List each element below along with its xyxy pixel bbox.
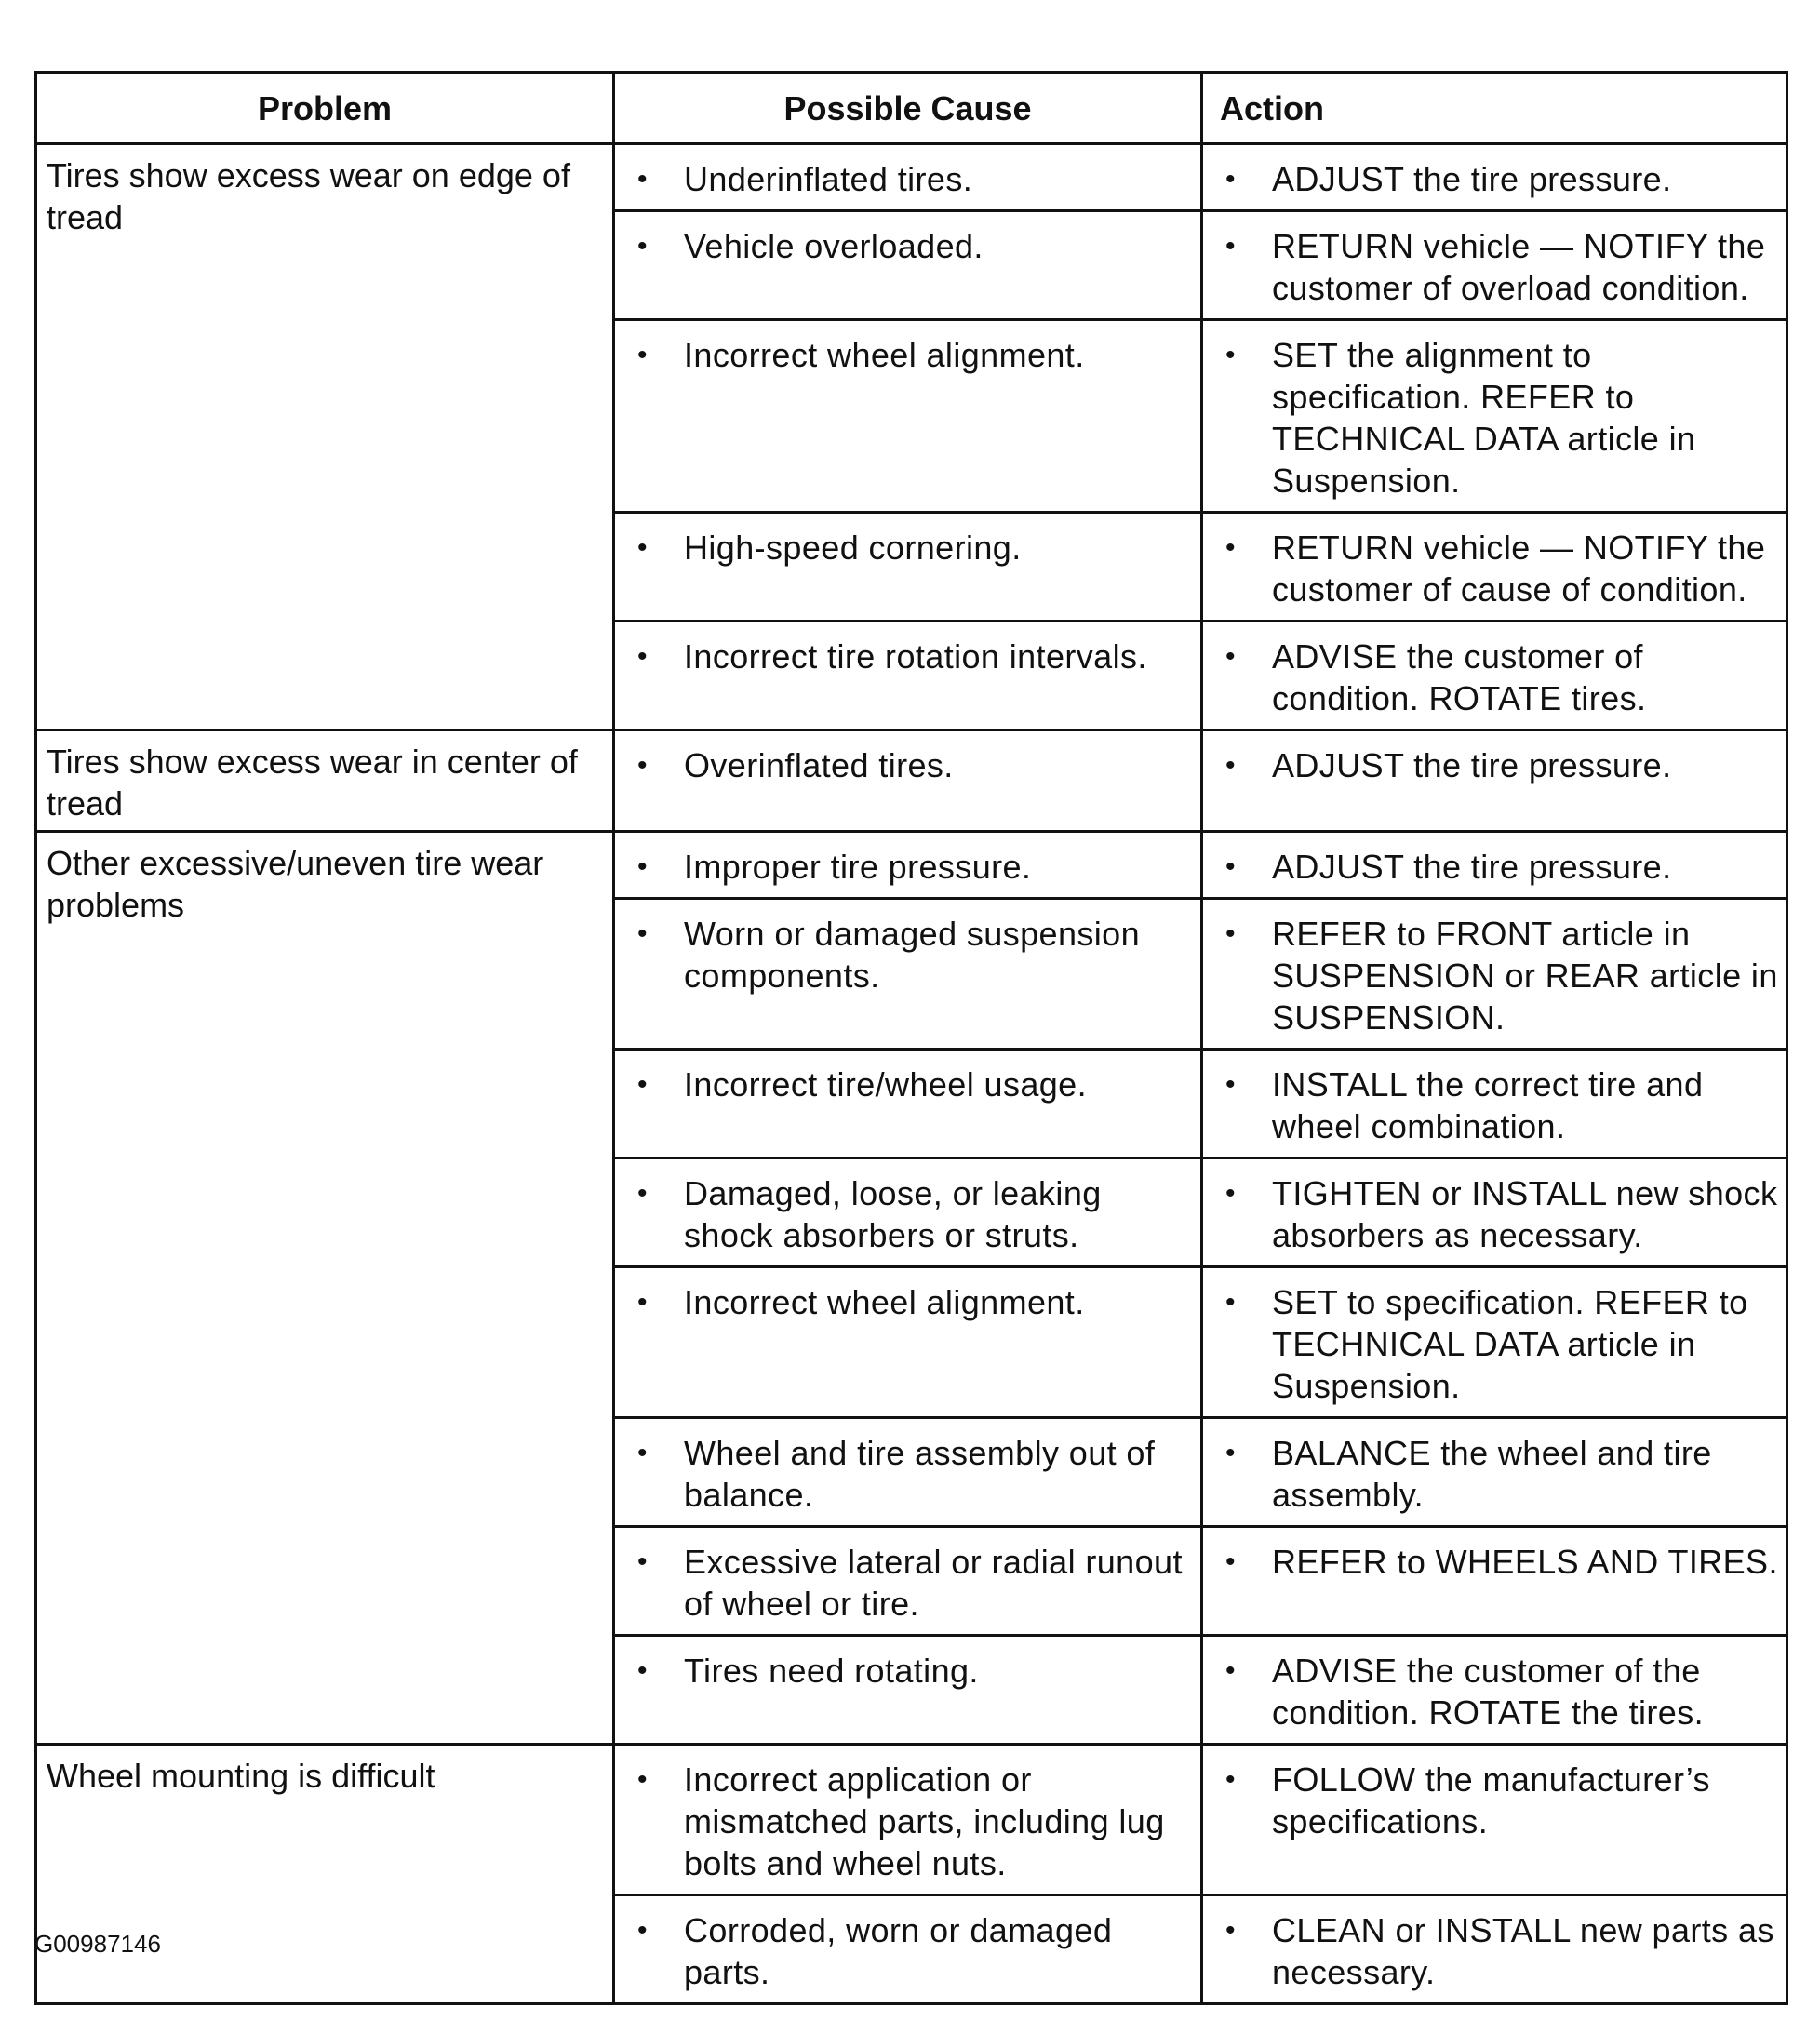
possible-cause-text: Improper tire pressure.: [684, 848, 1032, 886]
bullet-icon: •: [1225, 164, 1236, 194]
possible-cause-cell: [614, 513, 1202, 622]
action-cell: [1202, 211, 1787, 320]
action-cell: [1202, 1636, 1787, 1745]
header-possible-cause: Possible Cause: [614, 73, 1202, 144]
bullet-icon: •: [637, 1655, 648, 1686]
bullet-item: [622, 913, 1193, 997]
bullet-item: [1211, 1909, 1778, 1993]
problem-cell: Other excessive/uneven tire wear problems: [36, 832, 614, 1745]
action-text: REFER to FRONT article in SUSPENSION or REAR article in SUSPENSION.: [1272, 915, 1778, 1037]
possible-cause-cell: [614, 1050, 1202, 1158]
possible-cause-cell: [614, 1745, 1202, 1895]
action-cell: [1202, 1527, 1787, 1636]
bullet-icon: •: [637, 750, 648, 781]
possible-cause-cell: [614, 1895, 1202, 2004]
action-text: SET the alignment to specification. REFER to TECHNICAL DATA article in Suspension.: [1272, 336, 1696, 500]
possible-cause-cell: [614, 1636, 1202, 1745]
action-cell: [1202, 1895, 1787, 2004]
bullet-item: [1211, 1432, 1778, 1516]
bullet-item: [1211, 1541, 1778, 1583]
bullet-icon: •: [1225, 1546, 1236, 1577]
possible-cause-cell: [614, 832, 1202, 899]
bullet-icon: •: [1225, 750, 1236, 781]
bullet-item: [1211, 158, 1778, 200]
bullet-item: [1211, 636, 1778, 719]
possible-cause-text: Incorrect wheel alignment.: [684, 336, 1085, 374]
action-text: CLEAN or INSTALL new parts as necessary.: [1272, 1911, 1774, 1991]
problem-cell: Tires show excess wear in center of tread: [36, 730, 614, 832]
action-text: ADJUST the tire pressure.: [1272, 746, 1672, 784]
bullet-icon: •: [1225, 1438, 1236, 1468]
possible-cause-text: Incorrect application or mismatched parts, including lug bolts and wheel nuts.: [684, 1760, 1165, 1882]
bullet-item: [622, 1759, 1193, 1884]
action-cell: [1202, 1418, 1787, 1527]
action-cell: [1202, 1267, 1787, 1418]
table-row: [36, 730, 1787, 832]
header-action: Action: [1202, 73, 1787, 144]
action-text: INSTALL the correct tire and wheel combination.: [1272, 1065, 1704, 1145]
bullet-item: [1211, 913, 1778, 1038]
bullet-icon: •: [1225, 1178, 1236, 1209]
table-row: [36, 1745, 1787, 1895]
possible-cause-cell: [614, 1527, 1202, 1636]
possible-cause-text: Excessive lateral or radial runout of wheel or tire.: [684, 1543, 1183, 1623]
table-row: [36, 832, 1787, 899]
bullet-icon: •: [1225, 340, 1236, 370]
bullet-item: [1211, 1759, 1778, 1842]
possible-cause-cell: [614, 1267, 1202, 1418]
bullet-item: [1211, 334, 1778, 502]
possible-cause-text: Corroded, worn or damaged parts.: [684, 1911, 1113, 1991]
action-cell: [1202, 1158, 1787, 1267]
possible-cause-text: Overinflated tires.: [684, 746, 954, 784]
bullet-item: [1211, 744, 1778, 786]
action-text: ADJUST the tire pressure.: [1272, 160, 1672, 198]
action-cell: [1202, 899, 1787, 1050]
bullet-item: [1211, 1064, 1778, 1147]
action-cell: [1202, 1050, 1787, 1158]
bullet-icon: •: [1225, 641, 1236, 672]
possible-cause-cell: [614, 1158, 1202, 1267]
bullet-icon: •: [1225, 1764, 1236, 1795]
bullet-item: [622, 158, 1193, 200]
action-text: RETURN vehicle — NOTIFY the customer of cause of condition.: [1272, 529, 1766, 609]
action-text: REFER to WHEELS AND TIRES.: [1272, 1543, 1778, 1581]
bullet-icon: •: [637, 1438, 648, 1468]
bullet-icon: •: [637, 340, 648, 370]
bullet-icon: •: [637, 164, 648, 194]
bullet-icon: •: [637, 1764, 648, 1795]
possible-cause-cell: [614, 730, 1202, 832]
bullet-icon: •: [1225, 1069, 1236, 1100]
bullet-item: [1211, 846, 1778, 888]
possible-cause-cell: [614, 1418, 1202, 1527]
problem-cell: Wheel mounting is difficult: [36, 1745, 614, 2004]
action-text: ADJUST the tire pressure.: [1272, 848, 1672, 886]
possible-cause-cell: [614, 622, 1202, 730]
bullet-icon: •: [1225, 1287, 1236, 1318]
possible-cause-cell: [614, 899, 1202, 1050]
table-header-row: [36, 73, 1787, 144]
action-cell: [1202, 144, 1787, 211]
possible-cause-cell: [614, 320, 1202, 513]
possible-cause-text: Incorrect tire rotation intervals.: [684, 637, 1147, 676]
diagnosis-table-container: [34, 71, 1786, 2005]
bullet-icon: •: [637, 231, 648, 261]
possible-cause-text: Underinflated tires.: [684, 160, 973, 198]
bullet-item: [622, 1432, 1193, 1516]
possible-cause-text: Tires need rotating.: [684, 1652, 979, 1690]
action-cell: [1202, 730, 1787, 832]
action-text: RETURN vehicle — NOTIFY the customer of overload condition.: [1272, 227, 1766, 307]
possible-cause-text: Wheel and tire assembly out of balance.: [684, 1434, 1156, 1514]
bullet-icon: •: [637, 851, 648, 882]
bullet-item: [622, 636, 1193, 677]
bullet-item: [1211, 1650, 1778, 1733]
possible-cause-text: High-speed cornering.: [684, 529, 1022, 567]
table-row: [36, 144, 1787, 211]
bullet-icon: •: [637, 1287, 648, 1318]
bullet-item: [622, 744, 1193, 786]
bullet-icon: •: [1225, 1655, 1236, 1686]
possible-cause-text: Vehicle overloaded.: [684, 227, 984, 265]
action-cell: [1202, 513, 1787, 622]
bullet-icon: •: [637, 641, 648, 672]
action-cell: [1202, 622, 1787, 730]
bullet-item: [622, 1172, 1193, 1256]
bullet-item: [622, 225, 1193, 267]
possible-cause-cell: [614, 144, 1202, 211]
action-cell: [1202, 1745, 1787, 1895]
possible-cause-text: Worn or damaged suspension components.: [684, 915, 1141, 995]
bullet-item: [1211, 1172, 1778, 1256]
figure-id: G00987146: [34, 1930, 161, 1958]
bullet-icon: •: [1225, 918, 1236, 949]
bullet-icon: •: [637, 918, 648, 949]
action-text: FOLLOW the manufacturer’s specifications.: [1272, 1760, 1710, 1840]
bullet-icon: •: [1225, 532, 1236, 563]
bullet-icon: •: [637, 1178, 648, 1209]
action-text: TIGHTEN or INSTALL new shock absorbers as necessary.: [1272, 1174, 1778, 1254]
header-problem: Problem: [36, 73, 614, 144]
bullet-item: [1211, 225, 1778, 309]
bullet-icon: •: [637, 1546, 648, 1577]
bullet-icon: •: [637, 532, 648, 563]
action-text: ADVISE the customer of condition. ROTATE tires.: [1272, 637, 1647, 717]
bullet-item: [622, 1650, 1193, 1692]
possible-cause-text: Damaged, loose, or leaking shock absorbers or struts.: [684, 1174, 1102, 1254]
possible-cause-text: Incorrect wheel alignment.: [684, 1283, 1085, 1321]
bullet-item: [1211, 527, 1778, 610]
action-text: ADVISE the customer of the condition. ROTATE the tires.: [1272, 1652, 1705, 1732]
bullet-icon: •: [1225, 851, 1236, 882]
bullet-item: [622, 1064, 1193, 1105]
action-text: BALANCE the wheel and tire assembly.: [1272, 1434, 1712, 1514]
bullet-item: [622, 1541, 1193, 1625]
bullet-item: [622, 846, 1193, 888]
bullet-item: [622, 1909, 1193, 1993]
table-body: [36, 144, 1787, 2004]
bullet-item: [622, 334, 1193, 376]
bullet-item: [622, 1281, 1193, 1323]
bullet-icon: •: [1225, 231, 1236, 261]
problem-cell: Tires show excess wear on edge of tread: [36, 144, 614, 730]
possible-cause-text: Incorrect tire/wheel usage.: [684, 1065, 1088, 1104]
action-text: SET to specification. REFER to TECHNICAL DATA article in Suspension.: [1272, 1283, 1748, 1405]
action-cell: [1202, 320, 1787, 513]
bullet-icon: •: [637, 1069, 648, 1100]
bullet-item: [622, 527, 1193, 569]
possible-cause-cell: [614, 211, 1202, 320]
action-cell: [1202, 832, 1787, 899]
bullet-icon: •: [1225, 1915, 1236, 1946]
bullet-icon: •: [637, 1915, 648, 1946]
bullet-item: [1211, 1281, 1778, 1407]
tire-wear-diagnosis-table: [34, 71, 1788, 2005]
